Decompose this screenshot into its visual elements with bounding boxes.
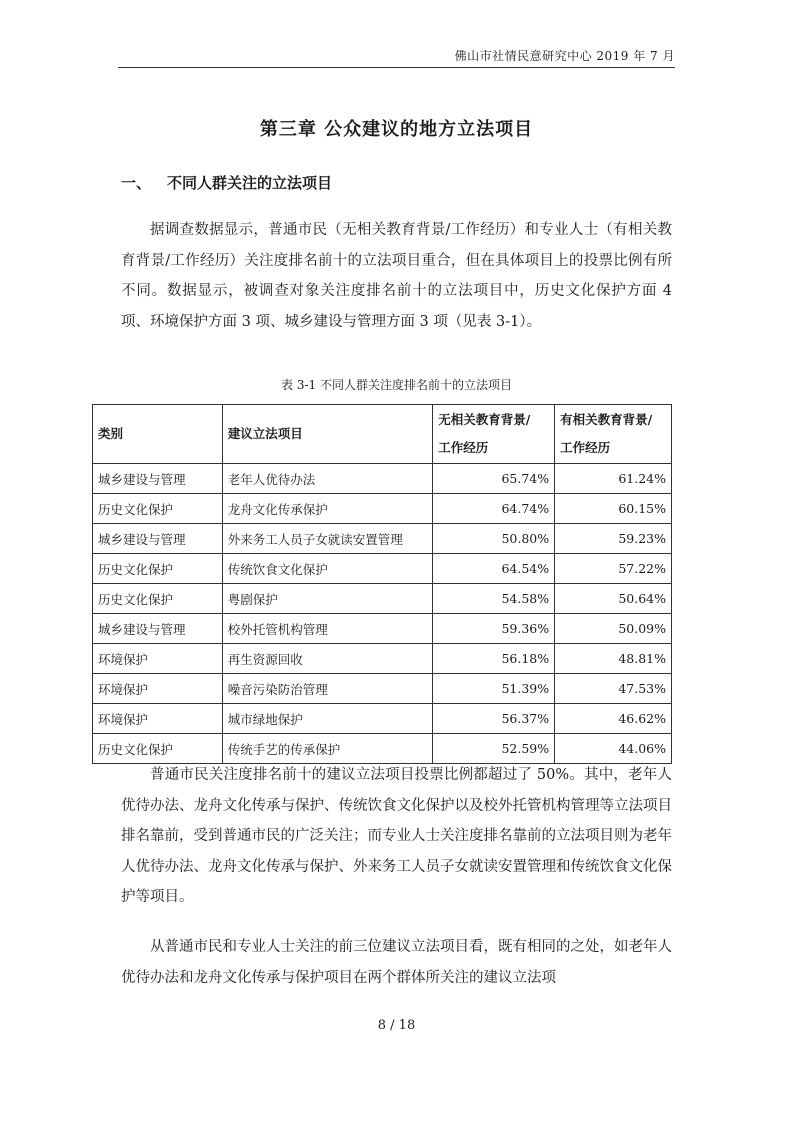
cell-project: 校外托管机构管理	[222, 614, 433, 644]
cell-pro-percent: 48.81%	[555, 644, 672, 674]
table-row	[93, 464, 672, 494]
cell-category: 环境保护	[93, 674, 223, 704]
table-row	[93, 494, 672, 524]
section-number: 一、	[121, 174, 152, 192]
header-divider	[118, 67, 675, 68]
cell-general-percent: 50.80%	[433, 524, 555, 554]
cell-general-percent: 52.59%	[433, 734, 555, 764]
cell-category: 环境保护	[93, 644, 223, 674]
cell-project: 老年人优待办法	[222, 464, 433, 494]
cell-project: 城市绿地保护	[222, 704, 433, 734]
cell-general-percent: 56.37%	[433, 704, 555, 734]
cell-pro-percent: 61.24%	[555, 464, 672, 494]
cell-project: 传统手艺的传承保护	[222, 734, 433, 764]
cell-category: 城乡建设与管理	[93, 614, 223, 644]
cell-pro-percent: 59.23%	[555, 524, 672, 554]
cell-category: 历史文化保护	[93, 734, 223, 764]
cell-category: 环境保护	[93, 704, 223, 734]
header-with-background	[555, 405, 672, 464]
header-with-background-line1: 有相关教育背景/	[560, 412, 653, 427]
cell-general-percent: 54.58%	[433, 584, 555, 614]
cell-pro-percent: 50.09%	[555, 614, 672, 644]
paragraph-analysis: 普通市民关注度排名前十的建议立法项目投票比例都超过了 50%。其中，老年人优待办法、龙舟文化传承与保护、传统饮食文化保护以及校外托管机构管理等立法项目排名靠前，受到普通市民的广泛关注；而专业人士关注度排名靠前的立法项目则为老年人优待办法、龙舟文化传承与保护、外来务工人员子女就读安置管理和传统饮食文化保护等项目。	[121, 767, 672, 905]
header-no-background	[433, 405, 555, 464]
header-project: 建议立法项目	[222, 405, 433, 464]
paragraph-intro: 据调查数据显示，普通市民（无相关教育背景/工作经历）和专业人士（有相关教育背景/工作经历）关注度排名前十的立法项目重合，但在具体项目上的投票比例有所不同。数据显示，被调查对象关注度排名前十的立法项目中，历史文化保护方面 4 项、环境保护方面 3 项、城乡建设与管理方面 3 项（见表 3-1）。	[121, 222, 672, 330]
cell-general-percent: 64.54%	[433, 554, 555, 584]
header-no-background-line2: 工作经历	[438, 440, 489, 455]
cell-category: 城乡建设与管理	[93, 464, 223, 494]
cell-pro-percent: 50.64%	[555, 584, 672, 614]
cell-project: 外来务工人员子女就读安置管理	[222, 524, 433, 554]
cell-project: 龙舟文化传承保护	[222, 494, 433, 524]
chapter-title: 第三章 公众建议的地方立法项目	[259, 119, 534, 140]
section-heading	[121, 172, 332, 193]
header-with-background-line2: 工作经历	[560, 440, 611, 455]
table-row	[93, 584, 672, 614]
cell-pro-percent: 60.15%	[555, 494, 672, 524]
table-caption: 表 3-1 不同人群关注度排名前十的立法项目	[281, 378, 512, 392]
cell-general-percent: 65.74%	[433, 464, 555, 494]
cell-general-percent: 51.39%	[433, 674, 555, 704]
cell-pro-percent: 47.53%	[555, 674, 672, 704]
cell-pro-percent: 46.62%	[555, 704, 672, 734]
header-category: 类别	[93, 405, 223, 464]
table-row	[93, 704, 672, 734]
page-header: 佛山市社情民意研究中心 2019 年 7 月	[454, 49, 675, 63]
cell-project: 再生资源回收	[222, 644, 433, 674]
table-row	[93, 674, 672, 704]
cell-general-percent: 59.36%	[433, 614, 555, 644]
table-header-row	[93, 405, 672, 464]
section-title: 不同人群关注的立法项目	[167, 174, 333, 192]
legislation-table	[92, 404, 672, 764]
cell-category: 历史文化保护	[93, 554, 223, 584]
cell-category: 历史文化保护	[93, 494, 223, 524]
cell-category: 历史文化保护	[93, 584, 223, 614]
table-row	[93, 734, 672, 764]
cell-project: 传统饮食文化保护	[222, 554, 433, 584]
cell-pro-percent: 57.22%	[555, 554, 672, 584]
cell-general-percent: 64.74%	[433, 494, 555, 524]
paragraph-comparison: 从普通市民和专业人士关注的前三位建议立法项目看，既有相同的之处，如老年人优待办法和龙舟文化传承与保护项目在两个群体所关注的建议立法项	[121, 939, 672, 986]
table-row	[93, 554, 672, 584]
table-row	[93, 644, 672, 674]
cell-project: 粤剧保护	[222, 584, 433, 614]
header-no-background-line1: 无相关教育背景/	[438, 412, 531, 427]
table-row	[93, 614, 672, 644]
cell-general-percent: 56.18%	[433, 644, 555, 674]
page-number: 8 / 18	[377, 1018, 416, 1033]
cell-category: 城乡建设与管理	[93, 524, 223, 554]
table-row	[93, 524, 672, 554]
cell-project: 噪音污染防治管理	[222, 674, 433, 704]
cell-pro-percent: 44.06%	[555, 734, 672, 764]
